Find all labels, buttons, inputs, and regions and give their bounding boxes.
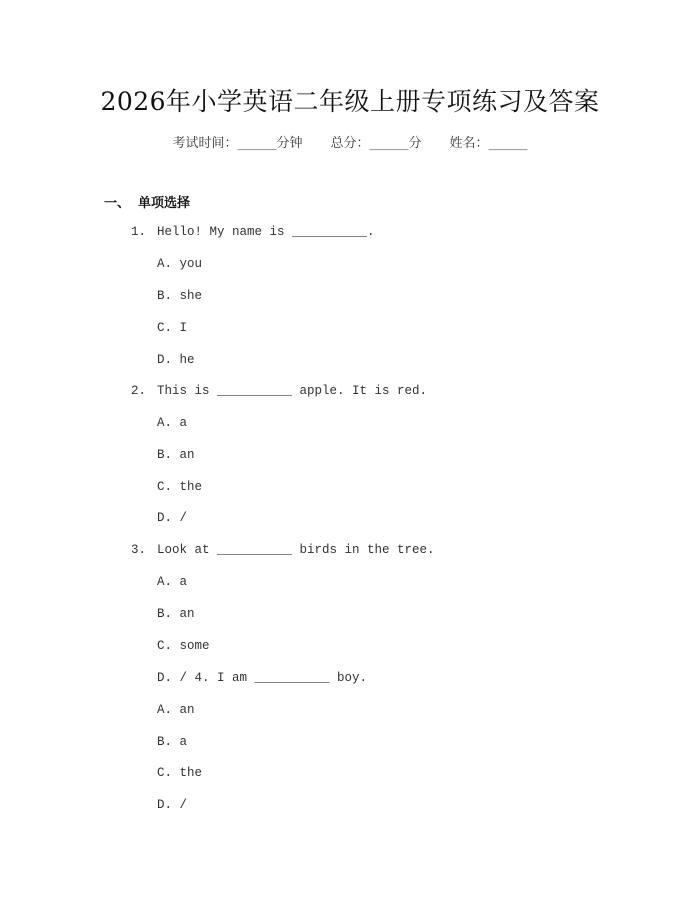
question-2 xyxy=(131,384,427,398)
option-3a: A. a xyxy=(157,575,188,589)
section-number: 一、 xyxy=(104,196,131,211)
option-4a: A. an xyxy=(157,703,195,717)
question-number: 2. xyxy=(131,384,147,398)
option-3b: B. an xyxy=(157,607,195,621)
option-2c: C. the xyxy=(157,480,203,494)
option-2b: B. an xyxy=(157,448,195,462)
question-text: Hello! My name is __________. xyxy=(157,225,375,239)
question-number: 3. xyxy=(131,543,147,557)
option-3c: C. some xyxy=(157,639,210,653)
page-title: 2026年小学英语二年级上册专项练习及答案 xyxy=(100,87,600,116)
option-2d: D. / xyxy=(157,511,188,525)
option-1d: D. he xyxy=(157,353,195,367)
option-4b: B. a xyxy=(157,735,188,749)
option-1c: C. I xyxy=(157,321,188,335)
question-text: Look at __________ birds in the tree. xyxy=(157,543,435,557)
student-name-field: 姓名：______ xyxy=(449,136,528,151)
question-number: 1. xyxy=(131,225,147,239)
section-heading xyxy=(104,192,190,211)
exam-info-line xyxy=(0,132,700,151)
option-1b: B. she xyxy=(157,289,203,303)
total-score-field: 总分：______分 xyxy=(330,136,422,151)
option-2a: A. a xyxy=(157,416,188,430)
option-4d: D. / xyxy=(157,798,188,812)
exam-time-field: 考试时间：______分钟 xyxy=(172,136,303,151)
option-1a: A. you xyxy=(157,257,203,271)
question-1 xyxy=(131,225,375,239)
option-3d-and-question-4: D. / 4. I am __________ boy. xyxy=(157,671,368,685)
section-label: 单项选择 xyxy=(138,196,191,211)
question-3 xyxy=(131,543,435,557)
option-4c: C. the xyxy=(157,766,203,780)
question-text: This is __________ apple. It is red. xyxy=(157,384,428,398)
